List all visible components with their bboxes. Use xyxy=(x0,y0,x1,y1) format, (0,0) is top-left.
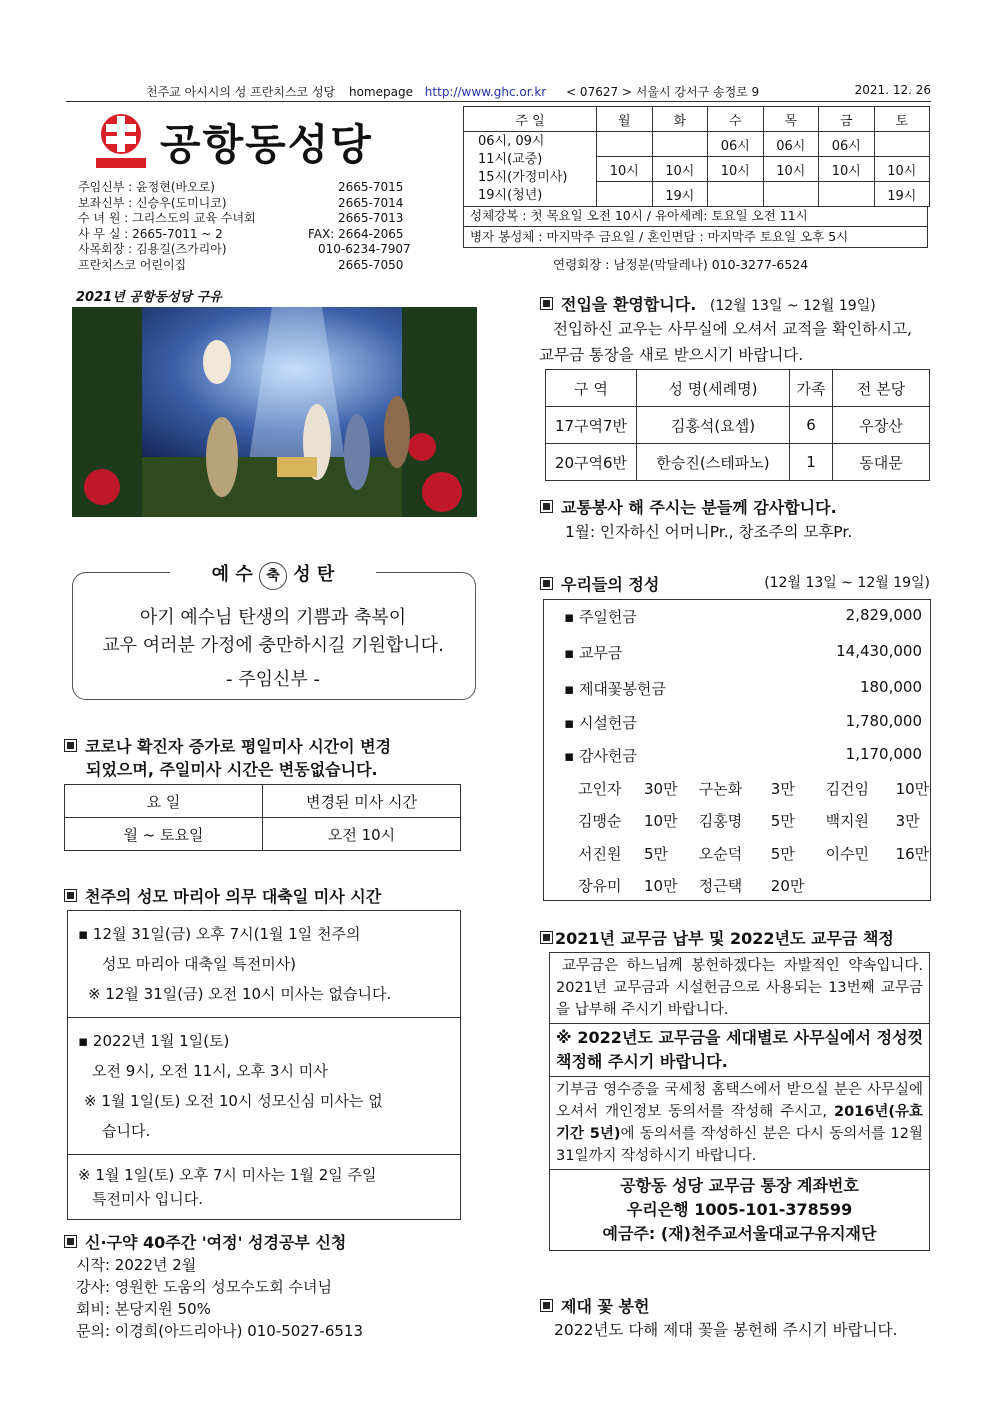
parish-line: 천주교 아시시의 성 프란치스코 성당 xyxy=(146,85,336,99)
staff-row: 프란치스코 어린이집 2665-7050 xyxy=(78,257,404,272)
square-bullet-icon xyxy=(540,500,553,513)
welcome-title: 전입을 환영합니다. (12월 13일 ~ 12월 19일) xyxy=(540,292,876,315)
offering-item: ▪ 시설헌금 1,780,000 xyxy=(564,712,922,732)
offering-item: ▪ 주일헌금 2,829,000 xyxy=(564,606,922,626)
welcome-message: 전입하신 교우는 사무실에 오셔서 교적을 확인하시고, 교무금 통장을 새로 받으시기 바랍니다. xyxy=(539,320,912,364)
church-name: 공항동성당 xyxy=(160,120,373,169)
staff-row: 주임신부 : 윤정현(바오로) 2665-7015 xyxy=(78,180,404,194)
traffic-volunteer-title: 교통봉사 해 주시는 분들께 감사합니다. xyxy=(540,495,837,518)
offering-item: ▪ 교무금 14,430,000 xyxy=(564,642,922,662)
donor-row: 고인자 30만 구논화 3만 김건임 10만 xyxy=(578,780,930,798)
square-bullet-icon xyxy=(540,297,553,310)
donor-row: 장유미 10만 정근택 20만 xyxy=(578,877,805,895)
offering-item: ▪ 제대꽃봉헌금 180,000 xyxy=(564,678,922,698)
weekday-mass-change-table: 요 일 변경된 미사 시간 월 ~ 토요일 오전 10시 xyxy=(64,784,461,851)
mass-notes: 성체강복 : 첫 목요일 오전 10시 / 유아세례: 토요일 오전 11시 병자 봉성체 : 마지막주 금요일 / 혼인면담 : 마지막주 토요일 오후 5시 xyxy=(463,206,928,248)
nativity-scene-photo xyxy=(72,307,477,517)
christmas-title: 예 수 축 성 탄 xyxy=(170,560,376,586)
homepage-label: homepage xyxy=(348,85,413,99)
donor-row: 김맹순 10만 김홍명 5만 백지원 3만 xyxy=(578,812,920,830)
staff-row: 사 무 실 : 2665-7011 ~ 2 FAX: 2664-2065 xyxy=(78,226,404,241)
corona-notice-title: 코로나 확진자 증가로 평일미사 시간이 변경 되었으며, 주일미사 시간은 변동없습니다. xyxy=(64,735,391,781)
square-bullet-icon xyxy=(64,739,77,752)
donor-row: 서진원 5만 오순덕 5만 이수민 16만 xyxy=(578,845,930,863)
staff-row: 사목회장 : 김용길(즈가리아) 010-6234-7907 xyxy=(78,242,411,256)
bible-study-title: 신·구약 40주간 '여정' 성경공부 신청 xyxy=(64,1230,346,1253)
header-line xyxy=(66,83,931,100)
altar-flower-title: 제대 꽃 봉헌 xyxy=(540,1294,649,1317)
table-row: 20구역6반 한승진(스테파노) 1 동대문 xyxy=(546,444,930,481)
representative-line: 연령회장 : 남정분(막달레나) 010-3277-6524 xyxy=(553,257,809,272)
staff-row: 보좌신부 : 신승우(도미니코) 2665-7014 xyxy=(78,195,404,210)
sunday-mass-times: 06시, 09시 11시(교중) 15시(가정미사) 19시(청년) xyxy=(464,132,597,207)
square-bullet-icon xyxy=(540,931,553,944)
traffic-volunteer-body: 1월: 인자하신 어머니Pr., 창조주의 모후Pr. xyxy=(565,523,853,541)
bible-study-info: 시작: 2022년 2월 강사: 영원한 도움의 성모수도회 수녀님 회비: 본당지원 50% 문의: 이경희(아드리아나) 010-5027-6513 xyxy=(76,1256,363,1340)
mary-feast-title: 천주의 성모 마리아 의무 대축일 미사 시간 xyxy=(64,884,381,907)
offering-item: ▪ 감사헌금 1,170,000 xyxy=(564,745,922,765)
square-bullet-icon xyxy=(64,1235,77,1248)
address: < 07627 > 서울시 강서구 송정로 9 xyxy=(566,85,760,99)
offering-title: 우리들의 정성 (12월 13일 ~ 12월 19일) xyxy=(540,572,930,595)
square-bullet-icon xyxy=(540,1299,553,1312)
header-rule xyxy=(66,101,931,102)
staff-row: 수 녀 원 : 그리스도의 교육 수녀회 2665-7013 xyxy=(78,211,404,225)
church-logo-icon xyxy=(96,112,146,170)
table-row: 17구역7반 김홍석(요셉) 6 우장산 xyxy=(546,407,930,444)
dues-box: 교무금은 하느님께 봉헌하겠다는 자발적인 약속입니다. 2021년 교무금과 시설헌금으로 사용되는 13번째 교무금을 납부해 주시기 바랍니다. ※ 2022년도 교무금을 세대별로 사무실에서 정성껏 책정해 주시기 바랍니다. 기부금 영수증을 국세청 홈택스에서 받으실 분은 사무실에 오셔서 개인정보 동의서를 작성해 주시고, 2016년(유효기간 5년)에 동의서를 작성하신 분은 다시 동의서를 12월 31일까지 작성하시기 바랍니다. 공항동 성당 교무금 통장 계좌번호 우리은행 1005-101-378599 예금주: (재)천주교서울대교구유지재단 xyxy=(549,952,930,1251)
blessing-seal-icon: 축 xyxy=(259,562,287,590)
mary-feast-box: ▪ 12월 31일(금) 오후 7시(1월 1일 천주의 성모 마리아 대축일 특전미사) ※ 12월 31일(금) 오전 10시 미사는 없습니다. ▪ 2022년 1월 1일(토) 오전 9시, 오전 11시, 오후 3시 미사 ※ 1월 1일(토) 오전 10시 성모신심 미사는 없 습니다. ※ 1월 1일(토) 오후 7시 미사는 1월 2일 주일 특전미사 입니다. xyxy=(67,910,461,1220)
dues-title: 2021년 교무금 납부 및 2022년도 교무금 책정 xyxy=(540,926,894,949)
issue-date: 2021. 12. 26 xyxy=(854,83,931,97)
new-parishioners-table: 구 역 성 명(세례명) 가족 전 본당 17구역7반 김홍석(요셉) 6 우장산 20구역6반 한승진(스테파노) 1 동대문 xyxy=(545,369,930,481)
christmas-message: 아기 예수님 탄생의 기쁨과 축복이 교우 여러분 가정에 충만하시길 기원합니다. - 주임신부 - xyxy=(102,607,444,690)
staff-list xyxy=(78,180,411,273)
photo-caption: 2021년 공항동성당 구유 xyxy=(76,290,222,305)
mass-schedule-table: 주 일 월 화 수 목 금 토 06시, 09시 11시(교중) 15시(가정미사) 19시(청년) 06시 06시 06시 10시 10시 10시 10시 10시 10시 19시 19시 xyxy=(463,106,930,207)
altar-flower-body: 2022년도 다해 제대 꽃을 봉헌해 주시기 바랍니다. xyxy=(554,1321,898,1339)
homepage-link[interactable]: http://www.ghc.or.kr xyxy=(424,85,547,99)
square-bullet-icon xyxy=(540,577,553,590)
square-bullet-icon xyxy=(64,889,77,902)
